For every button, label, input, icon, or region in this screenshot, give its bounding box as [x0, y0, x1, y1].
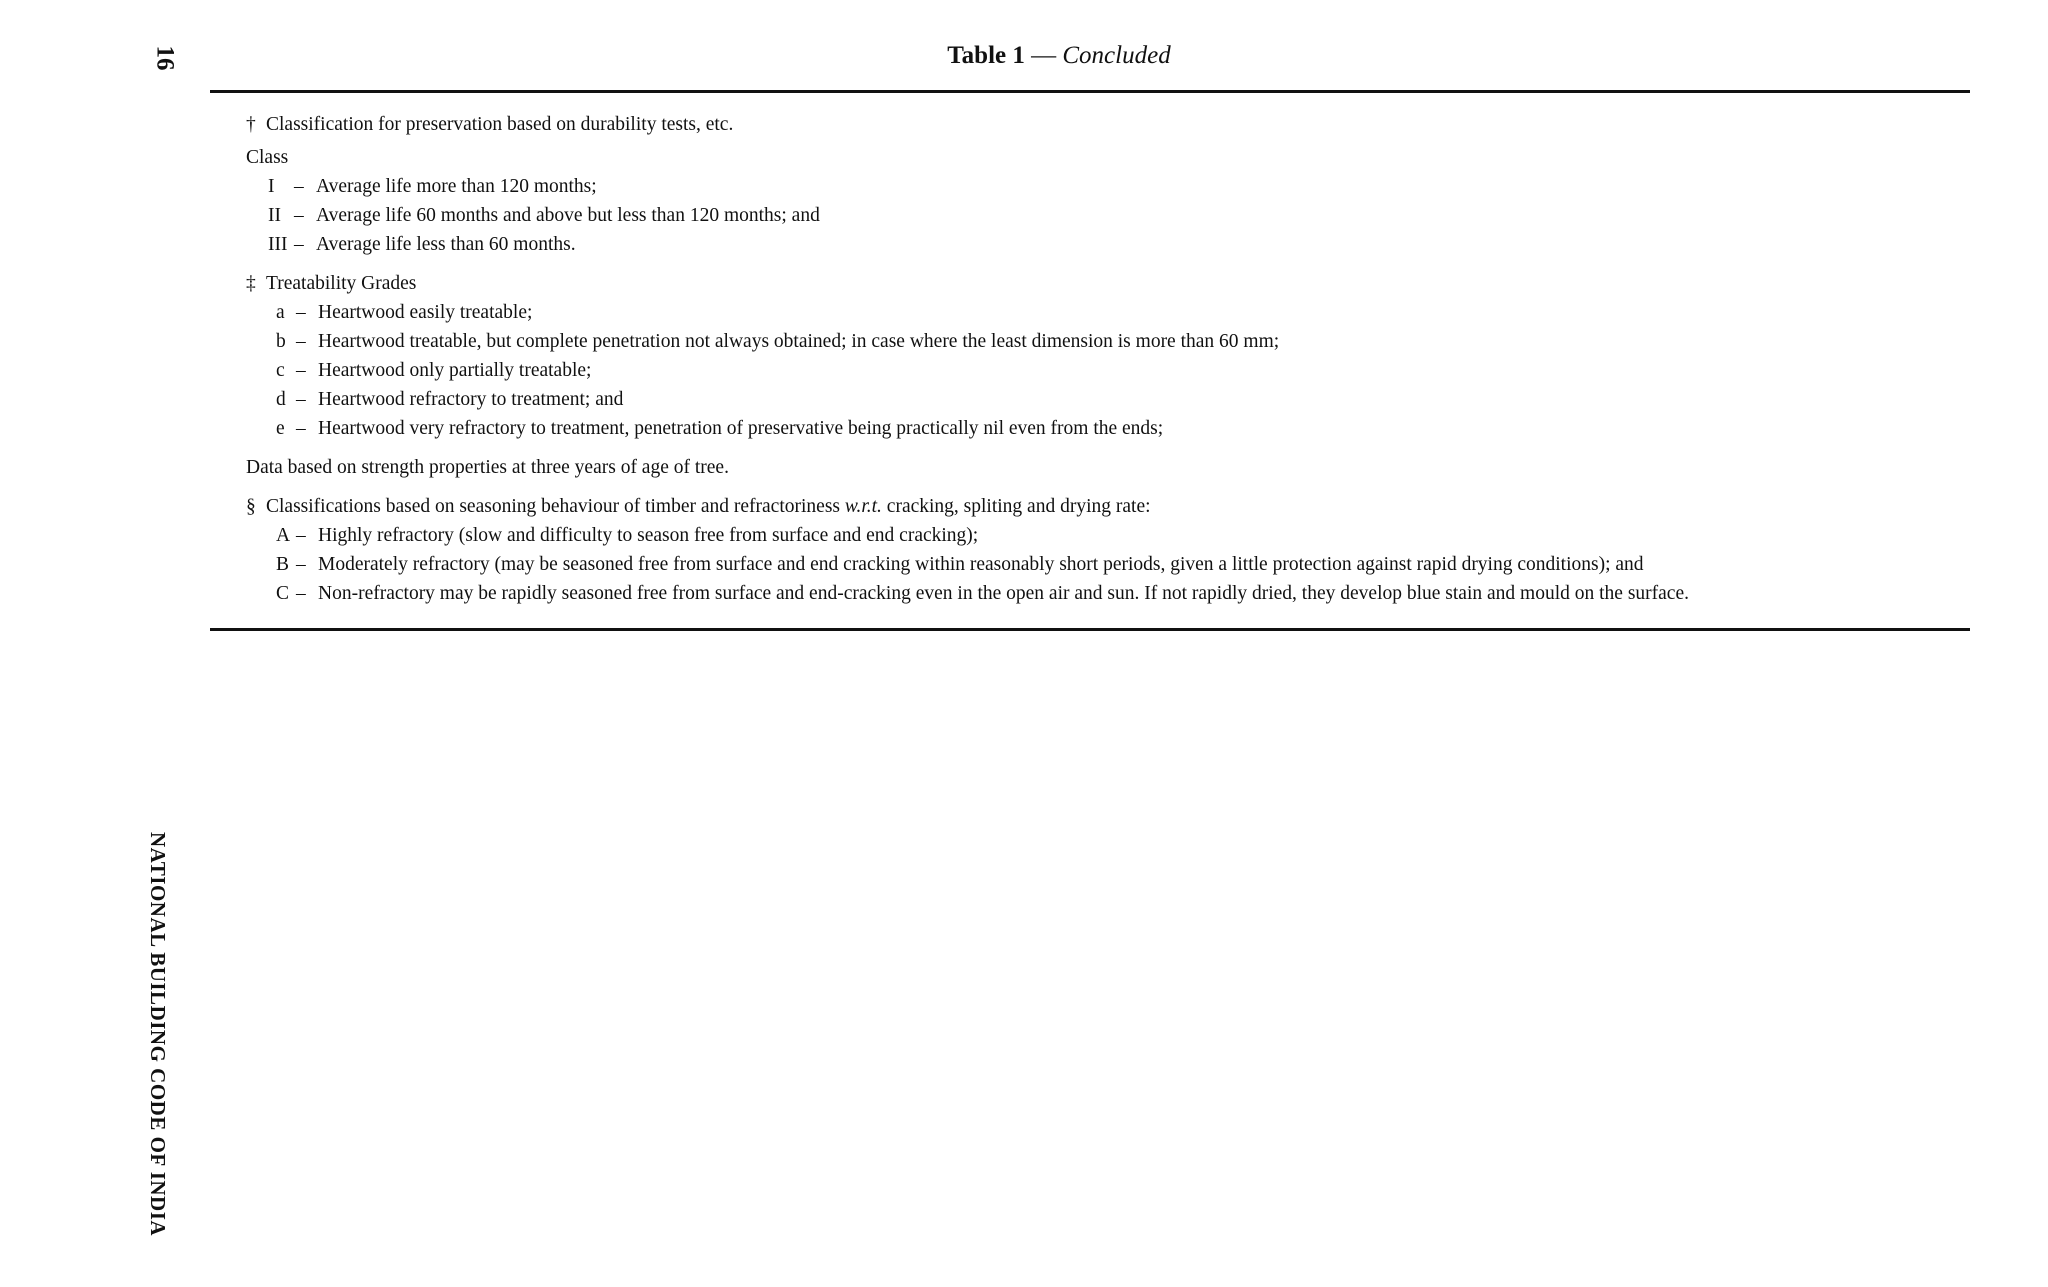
dash: – [296, 583, 306, 604]
class-key: I [268, 176, 275, 197]
dash: – [294, 205, 304, 226]
treatability-note-title [246, 269, 1946, 298]
seasoning-item [246, 521, 1946, 550]
double-dagger-symbol: ‡ [246, 273, 256, 294]
dash: – [296, 525, 306, 546]
grade-text: Heartwood treatable, but complete penetration not always obtained; in case where the least dimension is more than 60 mm; [318, 331, 1280, 352]
page-number: 16 [151, 45, 179, 71]
seasoning-key: A [276, 525, 291, 546]
seasoning-text: Non-refractory may be rapidly seasoned free from surface and end-cracking even in the open air and sun. If not rapidly dried, they develop blue stain and mould on the surface. [318, 583, 1689, 604]
table-heading-label: Table 1 [947, 42, 1025, 69]
table-footnotes [246, 110, 1946, 618]
seasoning-note-title [246, 492, 1946, 521]
seasoning-text: Highly refractory (slow and difficulty to season free from surface and end cracking); [318, 525, 979, 546]
seasoning-item [246, 550, 1946, 579]
dash: – [296, 302, 306, 323]
dash: – [296, 554, 306, 575]
seasoning-key: B [276, 554, 290, 575]
side-running-title-text: NATIONAL BUILDING CODE OF INDIA [146, 832, 170, 1237]
class-key: III [268, 234, 288, 255]
top-rule [210, 90, 1970, 93]
grade-item [246, 385, 1946, 414]
dash: – [294, 176, 304, 197]
class-text: Average life more than 120 months; [316, 176, 597, 197]
dagger-symbol: † [246, 114, 256, 135]
dash: – [296, 418, 306, 439]
grade-item [246, 327, 1946, 356]
bottom-rule [210, 628, 1970, 631]
grade-text: Heartwood very refractory to treatment, penetration of preservative being practically nil even from the ends; [318, 418, 1164, 439]
strength-note: Data based on strength properties at three years of age of tree. [246, 457, 729, 478]
class-text: Average life less than 60 months. [316, 234, 576, 255]
durability-note [246, 110, 1946, 259]
table-heading-subtitle: Concluded [1062, 42, 1171, 69]
dash: – [296, 389, 306, 410]
seasoning-item [246, 579, 1946, 608]
class-item [246, 201, 1946, 230]
seasoning-title-before: Classifications based on seasoning behaviour of timber and refractoriness [266, 496, 845, 517]
table-heading [0, 42, 2048, 70]
seasoning-note [246, 492, 1946, 608]
class-label: Class [246, 147, 289, 168]
durability-title-text: Classification for preservation based on durability tests, etc. [266, 114, 734, 135]
grade-item [246, 356, 1946, 385]
grade-item [246, 414, 1946, 443]
grade-text: Heartwood refractory to treatment; and [318, 389, 624, 410]
table-heading-separator: — [1024, 42, 1063, 69]
class-text: Average life 60 months and above but less than 120 months; and [316, 205, 820, 226]
grade-item [246, 298, 1946, 327]
class-item [246, 230, 1946, 259]
dash: – [296, 360, 306, 381]
grade-text: Heartwood only partially treatable; [318, 360, 592, 381]
seasoning-title-italic: w.r.t. [844, 496, 882, 517]
class-key: II [268, 205, 281, 226]
section-symbol: § [246, 496, 256, 517]
grade-key: c [276, 360, 285, 381]
treatability-title-text: Treatability Grades [266, 273, 417, 294]
dash: – [296, 331, 306, 352]
grade-text: Heartwood easily treatable; [318, 302, 533, 323]
treatability-note [246, 269, 1946, 443]
seasoning-key: C [276, 583, 290, 604]
grade-key: b [276, 331, 286, 352]
grade-key: a [276, 302, 285, 323]
seasoning-title-after: cracking, spliting and drying rate: [881, 496, 1151, 517]
grade-key: d [276, 389, 286, 410]
seasoning-text: Moderately refractory (may be seasoned free from surface and end cracking within reasonably short periods, given a little protection against rapid drying conditions); and [318, 554, 1644, 575]
durability-note-title [246, 110, 1946, 139]
dash: – [294, 234, 304, 255]
grade-key: e [276, 418, 285, 439]
class-item [246, 172, 1946, 201]
